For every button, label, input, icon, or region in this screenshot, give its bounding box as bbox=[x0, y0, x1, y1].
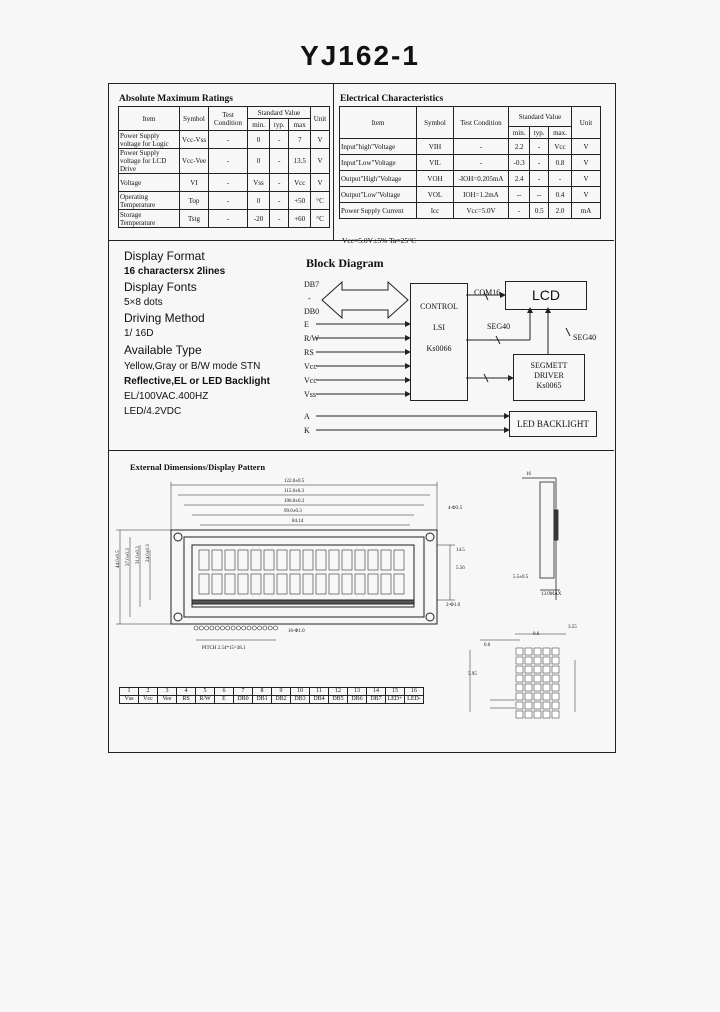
cell-typ: - bbox=[270, 192, 289, 210]
cell-max: 2.0 bbox=[549, 203, 572, 219]
dot-cell bbox=[516, 648, 523, 655]
cell-unit: mA bbox=[572, 203, 601, 219]
pin-pad bbox=[205, 626, 209, 630]
cell-min: 0 bbox=[248, 149, 270, 174]
th-item: Item bbox=[340, 107, 417, 139]
dot-cell bbox=[525, 693, 532, 700]
page-title: YJ162-1 bbox=[300, 40, 420, 71]
signal-rs: RS bbox=[304, 348, 314, 357]
cell-test: - bbox=[209, 210, 248, 228]
cell-test: - bbox=[209, 192, 248, 210]
side-b: 13.0MAX bbox=[541, 592, 562, 597]
dot-cell bbox=[552, 702, 559, 709]
pin-pad bbox=[194, 626, 198, 630]
char-cell bbox=[355, 574, 365, 594]
cell-item: Input"high"Voltage bbox=[340, 139, 417, 155]
char-cell bbox=[212, 574, 222, 594]
pin-pad bbox=[247, 626, 251, 630]
bus-dash: - bbox=[308, 294, 311, 303]
seg40-label: SEG40 bbox=[487, 322, 511, 331]
pin-pad bbox=[199, 626, 203, 630]
pin-name: E bbox=[215, 696, 234, 704]
driving-method-value: 1/ 16D bbox=[124, 328, 154, 339]
cell-unit: V bbox=[572, 187, 601, 203]
cell-min: Vss bbox=[248, 174, 270, 192]
signal-vcc2: Vcc bbox=[304, 376, 317, 385]
char-cell bbox=[316, 550, 326, 570]
pin-pad bbox=[274, 626, 278, 630]
dot-cell bbox=[543, 675, 550, 682]
th-max: max bbox=[289, 119, 311, 131]
cell-symbol: VIH bbox=[417, 139, 454, 155]
pin-number: 12 bbox=[329, 688, 348, 696]
bus-top-label: DB7 bbox=[304, 280, 320, 289]
char-cell bbox=[225, 550, 235, 570]
cell-unit: V bbox=[572, 139, 601, 155]
pin-pad bbox=[258, 626, 262, 630]
dot-cell bbox=[525, 657, 532, 664]
dot-cell bbox=[552, 684, 559, 691]
dim-w1: 122.0±0.5 bbox=[284, 479, 305, 484]
dot-cell bbox=[516, 702, 523, 709]
driver-label2: DRIVER bbox=[534, 371, 564, 380]
cell-item: Output"High"Voltage bbox=[340, 171, 417, 187]
driver-label3: Ks0065 bbox=[536, 381, 562, 390]
cell-test: - bbox=[209, 149, 248, 174]
seg40-label-2: SEG40 bbox=[573, 333, 597, 342]
dot-cell bbox=[534, 684, 541, 691]
signal-vss: Vss bbox=[304, 390, 317, 399]
dim-right2: 5.56 bbox=[456, 566, 465, 571]
cell-unit: V bbox=[572, 171, 601, 187]
pin-number: 2 bbox=[139, 688, 158, 696]
dot-cell bbox=[543, 684, 550, 691]
dim-w4: 99.0±0.3 bbox=[284, 509, 302, 514]
cell-item: Power Supply Current bbox=[340, 203, 417, 219]
signal-rw: R/W bbox=[304, 334, 320, 343]
char-cell bbox=[303, 574, 313, 594]
char-cell bbox=[368, 574, 378, 594]
pin-pad bbox=[221, 626, 225, 630]
cell-unit: V bbox=[311, 131, 330, 149]
dim-h3: 31.0±0.3 bbox=[136, 546, 141, 564]
pin-pad bbox=[242, 626, 246, 630]
dim-h1: 44.0±0.5 bbox=[116, 550, 121, 568]
cell-typ: - bbox=[530, 171, 549, 187]
display-fonts-label: Display Fonts bbox=[124, 280, 197, 294]
char-cell bbox=[316, 574, 326, 594]
pin-number: 11 bbox=[310, 688, 329, 696]
th-symbol: Symbol bbox=[417, 107, 454, 139]
pin-number: 15 bbox=[386, 688, 405, 696]
th-test: Test Condition bbox=[454, 107, 509, 139]
available-type-label: Available Type bbox=[124, 343, 202, 357]
cell-max: 0.8 bbox=[549, 155, 572, 171]
pin-number: 10 bbox=[291, 688, 310, 696]
cell-item: Storage Temperature bbox=[119, 210, 180, 228]
cell-unit: °C bbox=[311, 192, 330, 210]
cell-typ: 0.5 bbox=[530, 203, 549, 219]
char-cell bbox=[238, 550, 248, 570]
char-cell bbox=[368, 550, 378, 570]
cell-max: +50 bbox=[289, 192, 311, 210]
module-outline bbox=[171, 530, 437, 624]
cell-max: - bbox=[549, 171, 572, 187]
char-cell bbox=[342, 550, 352, 570]
cell-min: 0 bbox=[248, 192, 270, 210]
dot-cell bbox=[516, 684, 523, 691]
cell-unit: V bbox=[311, 174, 330, 192]
cell-item: Input"Low"Voltage bbox=[340, 155, 417, 171]
char-cell bbox=[199, 574, 209, 594]
char-cell bbox=[342, 574, 352, 594]
pin-number: 5 bbox=[196, 688, 215, 696]
dot-cell bbox=[525, 666, 532, 673]
dot-cell bbox=[534, 702, 541, 709]
dot-cell bbox=[516, 657, 523, 664]
cell-test: Vcc=5.0V bbox=[454, 203, 509, 219]
cell-max: +60 bbox=[289, 210, 311, 228]
cell-h: 0.6 bbox=[484, 643, 491, 648]
dot-cell bbox=[525, 702, 532, 709]
dot-cell bbox=[525, 711, 532, 718]
cell-min: -- bbox=[509, 187, 530, 203]
char-cell bbox=[394, 550, 404, 570]
dot-cell bbox=[516, 711, 523, 718]
cell-symbol: VIL bbox=[417, 155, 454, 171]
cell-typ: -- bbox=[530, 187, 549, 203]
cell-typ: - bbox=[270, 149, 289, 174]
cell-symbol: Vcc-Vee bbox=[180, 149, 209, 174]
cell-item: Voltage bbox=[119, 174, 180, 192]
pin-name: Vss bbox=[120, 696, 139, 704]
cell-min: 2.4 bbox=[509, 171, 530, 187]
th-symbol: Symbol bbox=[180, 107, 209, 131]
cell-test: - bbox=[209, 131, 248, 149]
dim-pad: 16-Φ1.0 bbox=[288, 629, 305, 634]
cell-unit: V bbox=[311, 149, 330, 174]
side-a: 5.5±0.5 bbox=[513, 575, 529, 580]
driver-label1: SEGMETT bbox=[530, 361, 568, 370]
pin-pad bbox=[252, 626, 256, 630]
data-bus-arrow bbox=[322, 282, 408, 318]
available-type-line2: Reflective,EL or LED Backlight bbox=[124, 376, 270, 387]
pin-pad bbox=[231, 626, 235, 630]
char-cell bbox=[329, 550, 339, 570]
th-unit: Unit bbox=[572, 107, 601, 139]
th-test: Test Condition bbox=[209, 107, 248, 131]
bus-bottom-label: DB0 bbox=[304, 307, 320, 316]
dot-cell bbox=[543, 657, 550, 664]
pin-name: DB3 bbox=[291, 696, 310, 704]
cell-item: Power Supply voltage for LCD Drive bbox=[119, 149, 180, 174]
pin-name: DB1 bbox=[253, 696, 272, 704]
pin-pad bbox=[236, 626, 240, 630]
cell-test: - bbox=[454, 155, 509, 171]
th-min: min. bbox=[248, 119, 270, 131]
dot-cell bbox=[534, 711, 541, 718]
lcd-box: LCD bbox=[505, 281, 587, 310]
pin-pad bbox=[210, 626, 214, 630]
cell-test: - bbox=[454, 139, 509, 155]
elec-heading: Electrical Characteristics bbox=[340, 94, 444, 104]
dim-right1: 14.5 bbox=[456, 548, 465, 553]
cell-max: 7 bbox=[289, 131, 311, 149]
dims-heading: External Dimensions/Display Pattern bbox=[130, 462, 266, 472]
pin-number: 9 bbox=[272, 688, 291, 696]
elec-note: Vcc=5.0V±5% Ta=25°C bbox=[342, 236, 417, 245]
pin-name: R/W bbox=[196, 696, 215, 704]
available-type-line1: Yellow,Gray or B/W mode STN bbox=[124, 361, 261, 372]
cell-item: Output"Low"Voltage bbox=[340, 187, 417, 203]
dot-cell bbox=[552, 711, 559, 718]
pin-name: Vcc bbox=[139, 696, 158, 704]
available-type-line4: LED/4.2VDC bbox=[124, 406, 182, 417]
cell-symbol: Icc bbox=[417, 203, 454, 219]
dim-h2: 37.0±0.3 bbox=[126, 548, 131, 566]
cell-total: 3.55 bbox=[568, 625, 577, 630]
dot-cell bbox=[543, 666, 550, 673]
char-cell bbox=[225, 574, 235, 594]
dim-w2: 115.0±0.3 bbox=[284, 489, 305, 494]
cell-min: 2.2 bbox=[509, 139, 530, 155]
dot-cell bbox=[534, 657, 541, 664]
lsi-label: LSI bbox=[433, 323, 445, 332]
cell-test: IOH=1.2mA bbox=[454, 187, 509, 203]
pin-name: DB4 bbox=[310, 696, 329, 704]
control-label: CONTROL bbox=[420, 302, 458, 311]
char-cell bbox=[251, 574, 261, 594]
char-cell bbox=[199, 550, 209, 570]
pin-number: 6 bbox=[215, 688, 234, 696]
pin-name: DB0 bbox=[234, 696, 253, 704]
abs-max-heading: Absolute Maximum Ratings bbox=[119, 94, 234, 104]
cell-min: - bbox=[509, 203, 530, 219]
pin-pad bbox=[263, 626, 267, 630]
cell-typ: - bbox=[270, 210, 289, 228]
pin-number: 14 bbox=[367, 688, 386, 696]
char-cell bbox=[329, 574, 339, 594]
pin-name: RS bbox=[177, 696, 196, 704]
char-cell bbox=[277, 574, 287, 594]
cell-symbol: VOL bbox=[417, 187, 454, 203]
cell-test: -IOH=0.205mA bbox=[454, 171, 509, 187]
dot-cell bbox=[552, 675, 559, 682]
pin-name: Vee bbox=[158, 696, 177, 704]
pin-pad bbox=[226, 626, 230, 630]
th-std: Standard Value bbox=[509, 107, 572, 127]
dim-w3: 106.0±0.3 bbox=[284, 499, 305, 504]
char-cell bbox=[355, 550, 365, 570]
dot-cell bbox=[552, 648, 559, 655]
pin-pad bbox=[215, 626, 219, 630]
display-format-value: 16 charactersx 2lines bbox=[124, 266, 226, 277]
th-unit: Unit bbox=[311, 107, 330, 131]
cell-max: Vcc bbox=[549, 139, 572, 155]
char-cell bbox=[303, 550, 313, 570]
cell-symbol: VOH bbox=[417, 171, 454, 187]
block-heading: Block Diagram bbox=[306, 256, 384, 270]
cell-typ: - bbox=[530, 155, 549, 171]
pin-name: LED+ bbox=[387, 696, 403, 702]
cell-item: Operating Temperature bbox=[119, 192, 180, 210]
signal-a: A bbox=[304, 412, 310, 421]
pin-pad bbox=[268, 626, 272, 630]
available-type-line3: EL/100VAC.400HZ bbox=[124, 391, 209, 402]
char-cell bbox=[251, 550, 261, 570]
dot-cell bbox=[543, 693, 550, 700]
th-std: Standard Value bbox=[248, 107, 311, 119]
cell-typ: - bbox=[270, 131, 289, 149]
pin-number: 7 bbox=[234, 688, 253, 696]
pin-name: DB7 bbox=[367, 696, 386, 704]
dot-cell bbox=[543, 648, 550, 655]
com16-label: COM16 bbox=[474, 288, 501, 297]
dim-w5: 84.14 bbox=[292, 519, 304, 524]
dim-pitch: PITCH 2.54*15=38.1 bbox=[202, 646, 246, 651]
cell-symbol: Top bbox=[180, 192, 209, 210]
char-cell bbox=[381, 574, 391, 594]
dot-cell bbox=[516, 693, 523, 700]
side-view bbox=[522, 478, 560, 600]
cell-item: Power Supply voltage for Logic bbox=[119, 131, 180, 149]
cell-test: - bbox=[209, 174, 248, 192]
th-max: max. bbox=[549, 127, 572, 139]
char-cell bbox=[212, 550, 222, 570]
dim-hole: 4-Φ3.5 bbox=[448, 506, 463, 511]
cell-w: 0.6 bbox=[533, 632, 540, 637]
char-cell bbox=[381, 550, 391, 570]
th-min: min. bbox=[509, 127, 530, 139]
pin-name: LED- bbox=[405, 696, 424, 704]
char-cell bbox=[290, 550, 300, 570]
signal-k: K bbox=[304, 426, 310, 435]
th-item: Item bbox=[119, 107, 180, 131]
dot-cell bbox=[534, 666, 541, 673]
cell-h-total: 5.95 bbox=[468, 672, 477, 677]
cell-typ: - bbox=[530, 139, 549, 155]
cell-max: 13.5 bbox=[289, 149, 311, 174]
display-fonts-value: 5×8 dots bbox=[124, 297, 163, 308]
cell-max: 0.4 bbox=[549, 187, 572, 203]
side-top: 16 bbox=[526, 472, 531, 477]
dot-cell bbox=[534, 693, 541, 700]
char-cell bbox=[277, 550, 287, 570]
th-typ: typ. bbox=[530, 127, 549, 139]
block-connections bbox=[466, 292, 570, 382]
char-cell bbox=[394, 574, 404, 594]
signal-vcc: Vcc bbox=[304, 362, 317, 371]
signal-e: E bbox=[304, 320, 309, 329]
cell-min: -20 bbox=[248, 210, 270, 228]
pin-name: DB5 bbox=[329, 696, 348, 704]
dot-cell bbox=[525, 648, 532, 655]
chip-label: Ks0066 bbox=[426, 344, 452, 353]
dim-h4: 24.0±0.3 bbox=[146, 544, 151, 562]
dot-cell bbox=[516, 666, 523, 673]
pin-number: 16 bbox=[405, 688, 424, 696]
dim-hole2: 2-Φ1.0 bbox=[446, 603, 461, 608]
char-cell bbox=[264, 550, 274, 570]
cell-typ: - bbox=[270, 174, 289, 192]
pin-number: 4 bbox=[177, 688, 196, 696]
pin-number: 8 bbox=[253, 688, 272, 696]
dot-cell bbox=[552, 693, 559, 700]
dot-cell bbox=[525, 684, 532, 691]
char-cell bbox=[290, 574, 300, 594]
dot-cell bbox=[525, 675, 532, 682]
pin-number: 13 bbox=[348, 688, 367, 696]
cell-symbol: Tstg bbox=[180, 210, 209, 228]
cell-symbol: Vcc-Vss bbox=[180, 131, 209, 149]
display-format-label: Display Format bbox=[124, 249, 205, 263]
cell-min: -0.3 bbox=[509, 155, 530, 171]
pin-name: DB6 bbox=[348, 696, 367, 704]
dot-cell bbox=[516, 675, 523, 682]
dot-cell bbox=[534, 648, 541, 655]
cell-min: 0 bbox=[248, 131, 270, 149]
driving-method-label: Driving Method bbox=[124, 311, 205, 325]
cell-unit: V bbox=[572, 155, 601, 171]
led-backlight-box: LED BACKLIGHT bbox=[509, 411, 597, 437]
dot-cell bbox=[552, 657, 559, 664]
cell-symbol: VI bbox=[180, 174, 209, 192]
dot-cell bbox=[543, 711, 550, 718]
char-cell bbox=[264, 574, 274, 594]
dot-cell bbox=[534, 675, 541, 682]
th-typ: typ. bbox=[270, 119, 289, 131]
pin-number: 1 bbox=[120, 688, 139, 696]
dot-cell bbox=[543, 702, 550, 709]
char-cell bbox=[238, 574, 248, 594]
cell-max: Vcc bbox=[289, 174, 311, 192]
pin-name: DB2 bbox=[272, 696, 291, 704]
pin-number: 3 bbox=[158, 688, 177, 696]
dot-cell bbox=[552, 666, 559, 673]
cell-unit: °C bbox=[311, 210, 330, 228]
